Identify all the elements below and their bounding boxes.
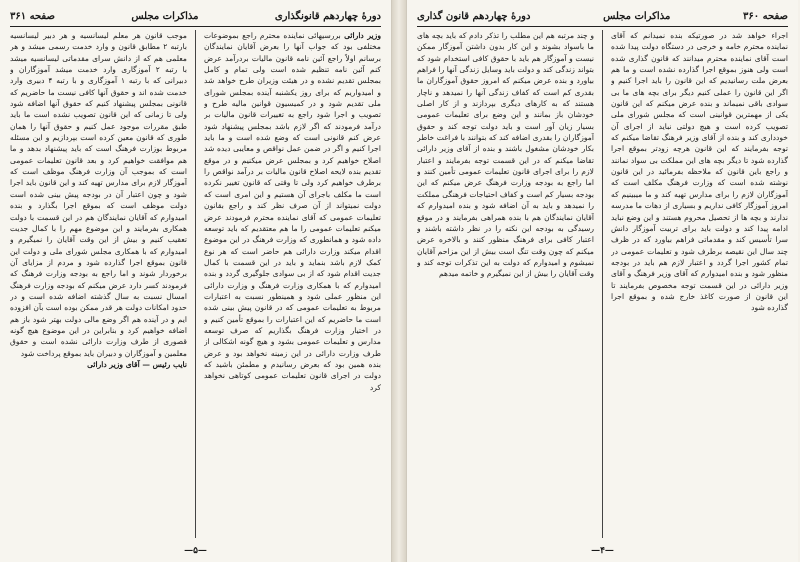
left-col-right-text: بررسیهائی نماینده محترم راجع بموضوعات مختلفی بود که جواب آنها را بعرض آقایان نمایندگان برسانم اولاً راجع آئین نامه قانون مالیات بردرآمد عرض کنم آئین نامه تنظیم شده است ولی تمام و کامل بمجلس تقدیم نشده و در هیئت وزیران طرح خواهد شد و امیدواریم که برای روز یکشنبه آینده بمجلس شورای ملی تقدیم شود و در کمیسیون قوانین مالیه طرح و تصویب و اجرا شود راجع به تغییرات قانون مالیات بر درآمد فرمودند که اگر لازم باشد بمجلس پیشنهاد شود عرض کنم قانونی است که وضع شده است و ما باید اجرا کنیم و اگر در ضمن عمل نواقص و معایبی دیده شد اصلاح خواهیم کرد و بمجلس عرض میکنیم و در موقع تقدیم بنده لایحه اصلاح قانون مالیات بر درآمد نواقص را برطرف خواهیم کرد ولی تا وقتی که قانون تغییر نکرده است ما مکلف باجرای آن هستیم و این امری است که دولت نمیتواند از آن صرف نظر کند و راجع بقانون تعلیمات عمومی که آقای نماینده محترم فرمودند عرض میکنم تعلیمات عمومی را ما هم معتقدیم که باید توسعه داده شود و همانطوری که وزارت فرهنگ در این موضوع اقدام میکند وزارت دارائی هم حاضر است که هر نوع کمک لازم باشد بنماید و باید در این قسمت با کمال جدیت اقدام شود که از بی سوادی جلوگیری گردد و بنده امیدوارم که با همکاری وزارت فرهنگ و وزارت دارائی این منظور عملی شود و همینطور نسبت به اعتبارات مربوط به تعلیمات عمومی که در قانون پیش بینی شده است ما حاضریم که این اعتبارات را بموقع تأمین کنیم و در اختیار وزارت فرهنگ بگذاریم که صرف توسعه مدارس و تعلیمات عمومی بشود و هیچ گونه اشکالی از طرف وزارت دارائی در این زمینه نخواهد بود و عرض بنده همین بود که بعرض رسانیدم و مطمئن باشید که دولت در اجرای قانون تعلیمات عمومی کوتاهی نخواهد کرد bbox=[204, 31, 381, 392]
column-divider bbox=[602, 30, 603, 538]
right-page bbox=[406, 0, 798, 562]
right-page-column-right bbox=[611, 30, 788, 538]
right-term-title: دورهٔ چهاردهم قانون گذاری bbox=[417, 10, 531, 22]
right-page-columns bbox=[417, 30, 788, 538]
left-page bbox=[0, 0, 392, 562]
left-col-left-text: موجب قانون هر معلم لیسانسیه و هر دبیر لیسانسیه بارتبه ۲ مطابق قانون و وارد خدمت رسمی میشد و هر معلمی هم که از دانش سرای مقدماتی لیسانسیه میشد با رتبه ۲ آموزگاری وارد خدمت میشد آموزگاران و دبیرانی که با رتبه ۱ آموزگاری و با رتبه ۴ دبیری وارد خدمت شده اند و حقوق آنها کافی نیست ما حاضریم که قانونی بمجلس پیشنهاد کنیم که حقوق آنها اضافه شود ولی تا زمانی که این قانون تصویب نشده است ما باید طبق مقررات موجود عمل کنیم و حقوق آنها را همان طوری که قانون معین کرده است بپردازیم و این مسئله مربوط بوزارت فرهنگ است که باید پیشنهاد بدهد و ما هم موافقت خواهیم کرد و بعد قانون تعلیمات عمومی است که بموجب آن وزارت فرهنگ موظف است که آموزگار لازم برای مدارس تهیه کند و این قانون باید اجرا شود و چون اعتبار آن در بودجه پیش بینی شده است دولت موظف است که بموقع اجرا بگذارد و بنده امیدوارم که آقایان نمایندگان هم در این قسمت با دولت همکاری بفرمایند و این موضوع مهم را با کمال جدیت تعقیب کنیم و بیش از این وقت آقایان را نمیگیرم و امیدوارم که با همکاری مجلس شورای ملی و دولت این قانون بموقع اجرا گذارده شود و مردم از مزایای آن برخوردار شوند و اما راجع به بودجه وزارت فرهنگ که فرمودند کسر دارد عرض میکنم که بودجه وزارت فرهنگ امسال نسبت به سال گذشته اضافه شده است و در حدود امکانات دولت هر قدر ممکن بوده است بآن افزوده ایم و در آینده هم اگر وضع مالی دولت بهتر شود باز هم اضافه خواهیم کرد و بنابراین در این موضوع هیچ گونه قصوری از طرف وزارت دارائی نشده است و حقوق معلمین و آموزگاران و دبیران باید بموقع پرداخت شود bbox=[10, 31, 187, 358]
right-session-title: مذاکرات مجلس bbox=[603, 10, 671, 22]
left-page-columns bbox=[10, 30, 381, 538]
left-term-title: دورهٔ چهاردهم قانونگذاری bbox=[274, 10, 381, 22]
right-page-header bbox=[417, 6, 788, 27]
right-col-left-text: و چند مرتبه هم این مطلب را تذکر دادم که باید بچه های ما باسواد بشوند و این کار بدون داشتن آموزگار ممکن نیست و آموزگار هم باید با حقوق کافی استخدام شود که بتواند زندگی کند و دولت باید وسایل زندگی آنها را فراهم بیاورد و بنده عرض میکنم که امروز حقوق آموزگاران ما بقدری کم است که کفاف زندگی آنها را نمیدهد و ناچار هستند که به کارهای دیگری بپردازند و از کار اصلی خودشان باز بمانند و این وضع برای تعلیمات عمومی بسیار زیان آور است و باید دولت توجه کند و حقوق آموزگاران را بقدری اضافه کند که بتوانند با فراغت خاطر بکار خودشان مشغول باشند و بنده از آقای وزیر دارائی تقاضا میکنم که در این قسمت توجه بفرمایند و اعتبار لازم را برای اجرای قانون تعلیمات عمومی تأمین کنند و اما راجع به بودجه وزارت فرهنگ عرض میکنم که این بودجه بسیار کم است و کفاف احتیاجات فرهنگی مملکت را نمیدهد و باید به آن اضافه شود و بنده امیدوارم که آقایان نمایندگان هم با بنده همراهی بفرمایند و در موقع رسیدگی به بودجه این نکته را در نظر داشته باشند و اعتبار کافی برای فرهنگ منظور کنند و بالاخره عرض میکنم که چون وقت تنگ است بیش از این مزاحم آقایان نمیشوم و امیدوارم که دولت به این تذکرات توجه کند و وقت آقایان را بیش از این نمیگیرم و خاتمه میدهم bbox=[417, 31, 594, 279]
left-page-footer-number: —۵— bbox=[184, 546, 207, 556]
column-divider bbox=[195, 30, 196, 538]
speaker-heading: وزیر دارائی bbox=[344, 31, 381, 40]
left-page-column-left bbox=[10, 30, 187, 538]
left-session-title: مذاکرات مجلس bbox=[131, 10, 199, 22]
closing-speaker-line: نایب رئیس — آقای وزیر دارائی bbox=[87, 359, 187, 369]
right-page-number: صفحه ۳۶۰ bbox=[743, 10, 788, 22]
right-page-column-left bbox=[417, 30, 594, 538]
right-col-right-text: اجراء خواهد شد در صورتیکه بنده نمیدانم که آقای نماینده محترم خامه و خرجی در دستگاه دولت پیدا شده است آقای نماینده محترم میدانند که قانون گذاری شده است ولی هنوز بموقع اجرا گذارده نشده است و ما هم بعرض ملت رسانیدیم که این قانون را باید اجرا کنیم و اگر این قانون را عملی کنیم دیگر برای بچه های ما بی سوادی باقی نمیماند و بنده عرض میکنم که این قانون یکی از مهمترین قوانینی است که مجلس شورای ملی تصویب کرده است و هیچ دولتی نباید از اجرای آن خودداری کند و بنده از آقای وزیر فرهنگ تقاضا میکنم که توجه بفرمایند که این قانون هرچه زودتر بموقع اجرا گذارده شود تا دیگر بچه های این مملکت بی سواد نمانند و راجع باین قانون که ملاحظه بفرمائید در این قانون نوشته شده است که وزارت فرهنگ مکلف است که آموزگاران لازم را برای مدارس تهیه کند و ما میبینیم که امروز آموزگار کافی نداریم و بسیاری از دهات ما مدرسه ندارند و بچه ها از تحصیل محروم هستند و این وضع نباید ادامه پیدا کند و دولت باید برای تربیت آموزگار دانش سرا تأسیس کند و مقدماتی فراهم بیاورد که در ظرف چند سال این نقیصه برطرف شود و تعلیمات عمومی در تمام کشور اجرا گردد و اعتبار لازم هم باید در بودجه منظور شود و بنده امیدوارم که آقای وزیر فرهنگ و آقای وزیر دارائی در این قسمت توجه مخصوص بفرمایند تا این قانون از صورت کاغذ خارج شده و بموقع اجرا گذارده شود bbox=[611, 31, 788, 313]
left-page-header bbox=[10, 6, 381, 27]
left-page-number: صفحه ۳۶۱ bbox=[10, 10, 55, 22]
right-page-footer-number: —۴— bbox=[591, 546, 614, 556]
book-gutter bbox=[392, 0, 406, 562]
left-page-column-right bbox=[204, 30, 381, 538]
